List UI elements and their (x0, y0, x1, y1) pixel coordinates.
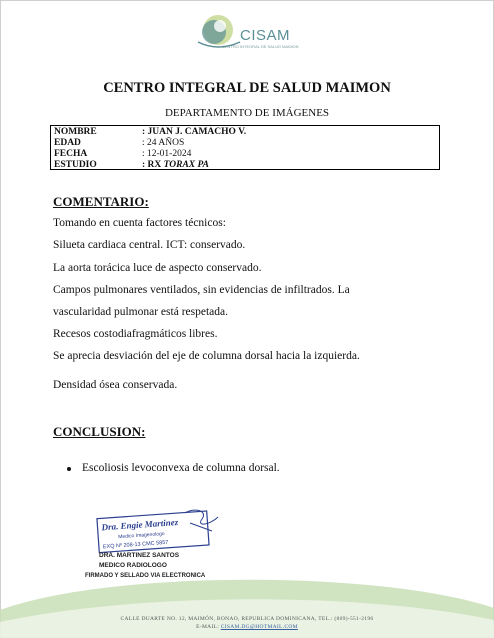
patient-info-box (50, 125, 440, 170)
comment-line: Recesos costodiafragmáticos libres. (53, 328, 218, 340)
study-value (142, 160, 209, 170)
doctor-title: MEDICO RADIOLOGO (99, 562, 167, 569)
study-label: ESTUDIO (54, 160, 97, 170)
department-name: DEPARTAMENTO DE IMÁGENES (164, 107, 330, 119)
comment-line: La aorta torácica luce de aspecto conservado. (53, 262, 262, 274)
footer-email-label: E-MAIL: (196, 624, 221, 630)
footer-address: CALLE DUARTE NO. 12, MAIMÓN, BONAO, REPUBLICA DOMINICANA, TEL.: (809)-551-2196 (120, 616, 374, 622)
stamp-title: Medico Imagenologo (118, 530, 165, 541)
conclusion-item: Escoliosis levoconvexa de columna dorsal. (82, 462, 280, 474)
age-value: : 24 AÑOS (142, 138, 185, 148)
date-value: : 12-01-2024 (142, 149, 192, 159)
footer-email-line (0, 624, 494, 630)
footer-email-link[interactable]: CISAM.DG@HOTMAIL.COM (220, 624, 298, 630)
date-label: FECHA (54, 149, 88, 159)
conclusion-heading: CONCLUSION: (53, 424, 146, 439)
comment-heading: COMENTARIO: (53, 194, 149, 209)
doctor-name: DRA. MARTINEZ SANTOS (99, 552, 180, 559)
bullet-icon (67, 467, 71, 471)
comment-line: vascularidad pulmonar está respetada. (53, 306, 228, 318)
age-label: EDAD (54, 138, 81, 148)
comment-line: Silueta cardiaca central. ICT: conservado. (53, 239, 246, 251)
study-prefix: : RX (142, 160, 164, 170)
logo-name: CISAM (240, 27, 291, 44)
comment-line: Campos pulmonares ventilados, sin evidencias de infiltrados. La (53, 284, 350, 296)
name-value: : JUAN J. CAMACHO V. (142, 127, 247, 137)
stamp-name: Dra. Engie Martinez (101, 517, 179, 533)
logo-tagline: CENTRO INTEGRAL DE SALUD MAIMON (222, 44, 299, 49)
study-name: TORAX PA (163, 160, 209, 170)
comment-line: Se aprecia desviación del eje de columna dorsal hacia la izquierda. (53, 350, 360, 362)
comment-line: Densidad ósea conservada. (53, 379, 178, 391)
document-title: CENTRO INTEGRAL DE SALUD MAIMON (103, 80, 391, 96)
signature-note: FIRMADO Y SELLADO VIA ELECTRONICA (85, 573, 206, 579)
comment-line: Tomando en cuenta factores técnicos: (53, 217, 226, 229)
stamp-exq: EXQ Nº 208-13 CMC 5857 (102, 539, 169, 551)
name-label: NOMBRE (54, 127, 97, 137)
